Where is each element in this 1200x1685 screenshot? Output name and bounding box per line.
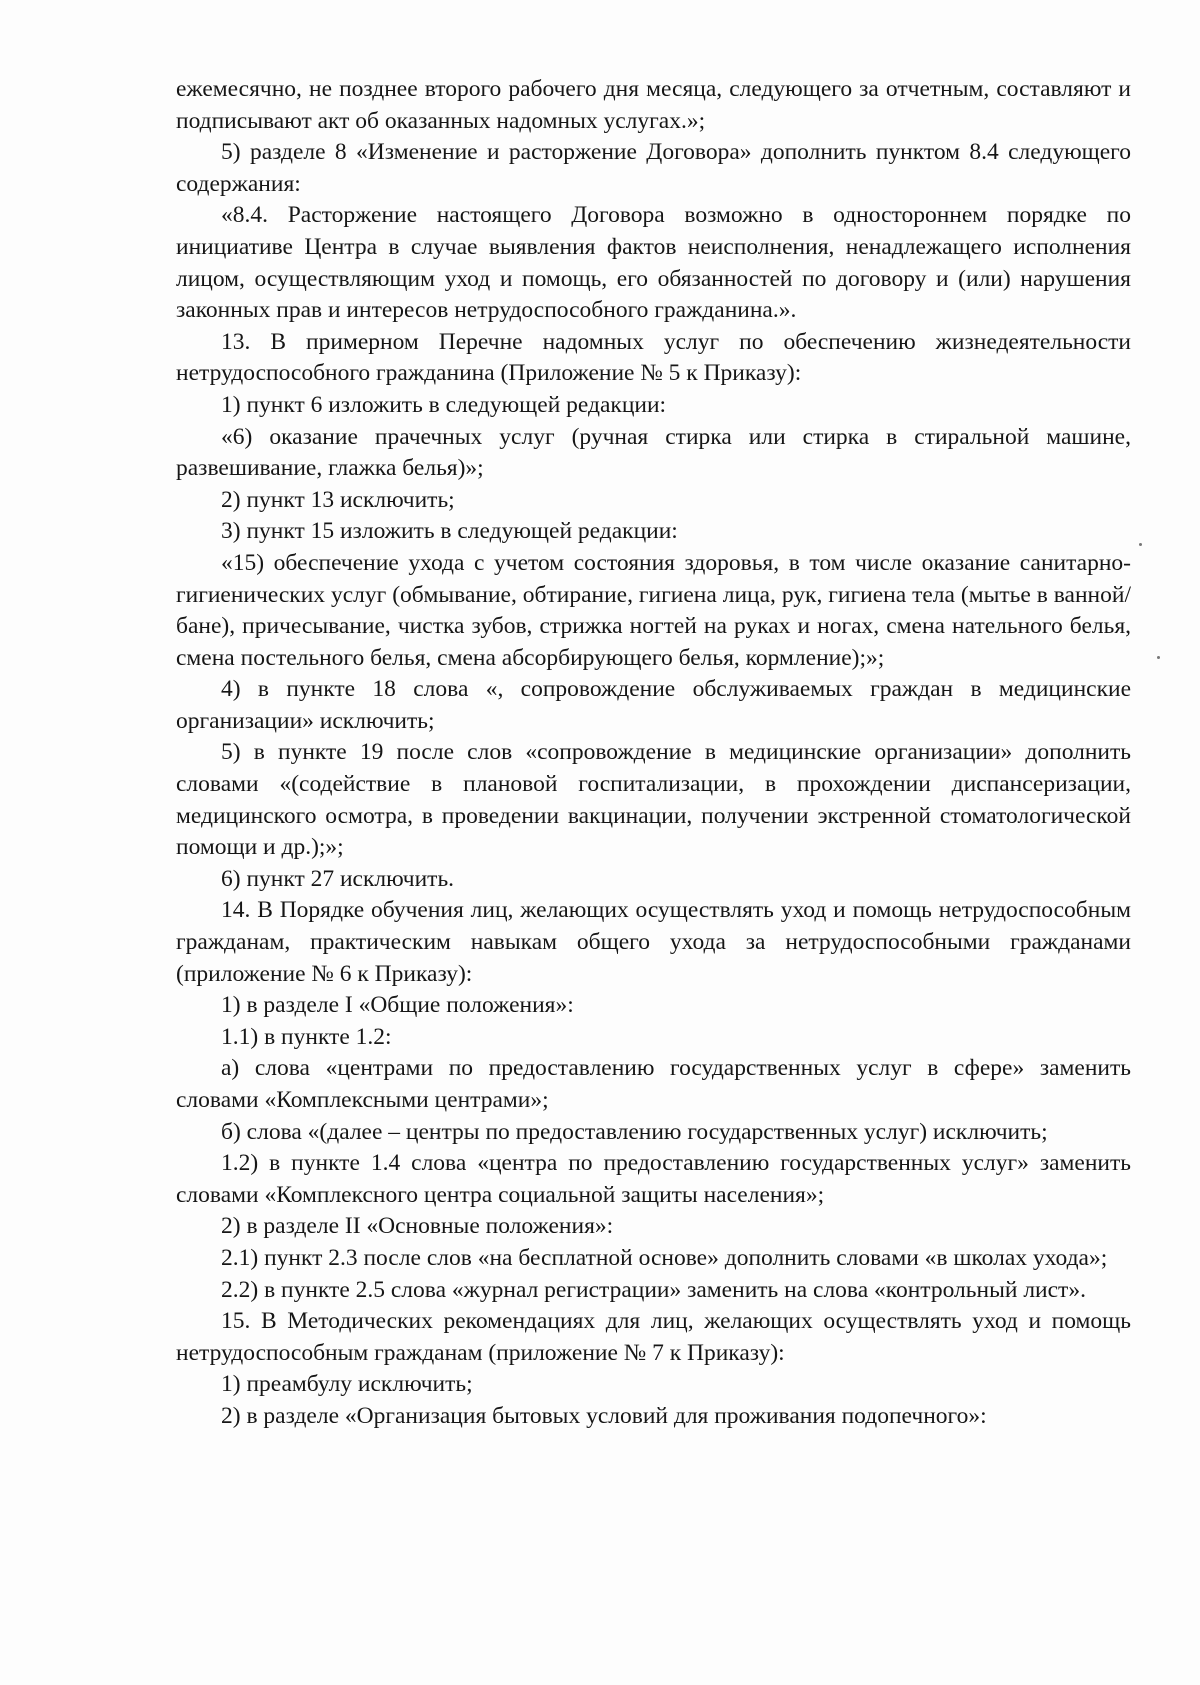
document-paragraph: 5) разделе 8 «Изменение и расторжение Договора» дополнить пунктом 8.4 следующего содержания: [176,139,1131,197]
document-paragraph: ежемесячно, не позднее второго рабочего дня месяца, следующего за отчетным, составляют и подписывают акт об оказанных надомных услугах.»; [176,76,1131,134]
document-paragraph: 2.1) пункт 2.3 после слов «на бесплатной основе» дополнить словами «в школах ухода»; [221,1244,1108,1271]
document-paragraph: 3) пункт 15 изложить в следующей редакции: [221,518,678,545]
document-paragraph: 15. В Методических рекомендациях для лиц, желающих осуществлять уход и помощь нетрудоспособным гражданам (приложение № 7 к Приказу): [176,1308,1131,1366]
scan-speck [1157,656,1160,659]
document-body [176,74,1131,1433]
document-paragraph: 14. В Порядке обучения лиц, желающих осуществлять уход и помощь нетрудоспособным гражданам, практическим навыкам общего ухода за нетрудоспособными гражданами (приложение № 6 к Приказу): [176,897,1131,987]
document-paragraph: 6) пункт 27 исключить. [221,865,455,892]
document-paragraph: «6) оказание прачечных услуг (ручная стирка или стирка в стиральной машине, развешивание, глажка белья)»; [176,423,1131,482]
document-paragraph: 1.1) в пункте 1.2: [221,1023,392,1050]
document-paragraph: 1.2) в пункте 1.4 слова «центра по предоставлению государственных услуг» заменить словами «Комплексного центра социальной защиты населения»; [176,1150,1131,1208]
document-paragraph: 2) в разделе «Организация бытовых условий для проживания подопечного»: [221,1402,987,1429]
document-paragraph: 1) в разделе I «Общие положения»: [221,992,574,1019]
document-paragraph: 2) в разделе II «Основные положения»: [221,1213,614,1240]
document-paragraph: 13. В примерном Перечне надомных услуг по обеспечению жизнедеятельности нетрудоспособного гражданина (Приложение № 5 к Приказу): [176,328,1131,387]
document-paragraph: 4) в пункте 18 слова «, сопровождение обслуживаемых граждан в медицинские организации» исключить; [176,676,1131,734]
document-paragraph: «8.4. Расторжение настоящего Договора возможно в одностороннем порядке по инициативе Центра в случае выявления фактов неисполнения, ненадлежащего исполнения лицом, осуществляющим уход и помощь, его обязанностей по договору и (или) нарушения законных прав и интересов нетрудоспособного гражданина.». [176,202,1131,324]
scan-speck [1139,543,1142,546]
document-paragraph: «15) обеспечение ухода с учетом состояния здоровья, в том числе оказание санитарно-гигиенических услуг (обмывание, обтирание, гигиена лица, рук, гигиена тела (мытье в ванной/бане), причесывание, чистка зубов, стрижка ногтей на руках и ногах, смена нательного белья, смена постельного белья, смена абсорбирующего белья, кормление);»; [176,549,1131,671]
document-paragraph: 2) пункт 13 исключить; [221,486,455,513]
document-paragraph: б) слова «(далее – центры по предоставлению государственных услуг) исключить; [221,1118,1048,1145]
document-paragraph: 2.2) в пункте 2.5 слова «журнал регистрации» заменить на слова «контрольный лист». [221,1276,1086,1303]
document-paragraph: а) слова «центрами по предоставлению государственных услуг в сфере» заменить словами «Комплексными центрами»; [176,1055,1131,1113]
document-paragraph: 1) преамбулу исключить; [221,1371,473,1398]
document-paragraph: 5) в пункте 19 после слов «сопровождение в медицинские организации» дополнить словами «(содействие в плановой госпитализации, в прохождении диспансеризации, медицинского осмотра, в проведении вакцинации, получении экстренной стоматологической помощи и др.);»; [176,739,1131,861]
document-paragraph: 1) пункт 6 изложить в следующей редакции: [221,391,667,418]
